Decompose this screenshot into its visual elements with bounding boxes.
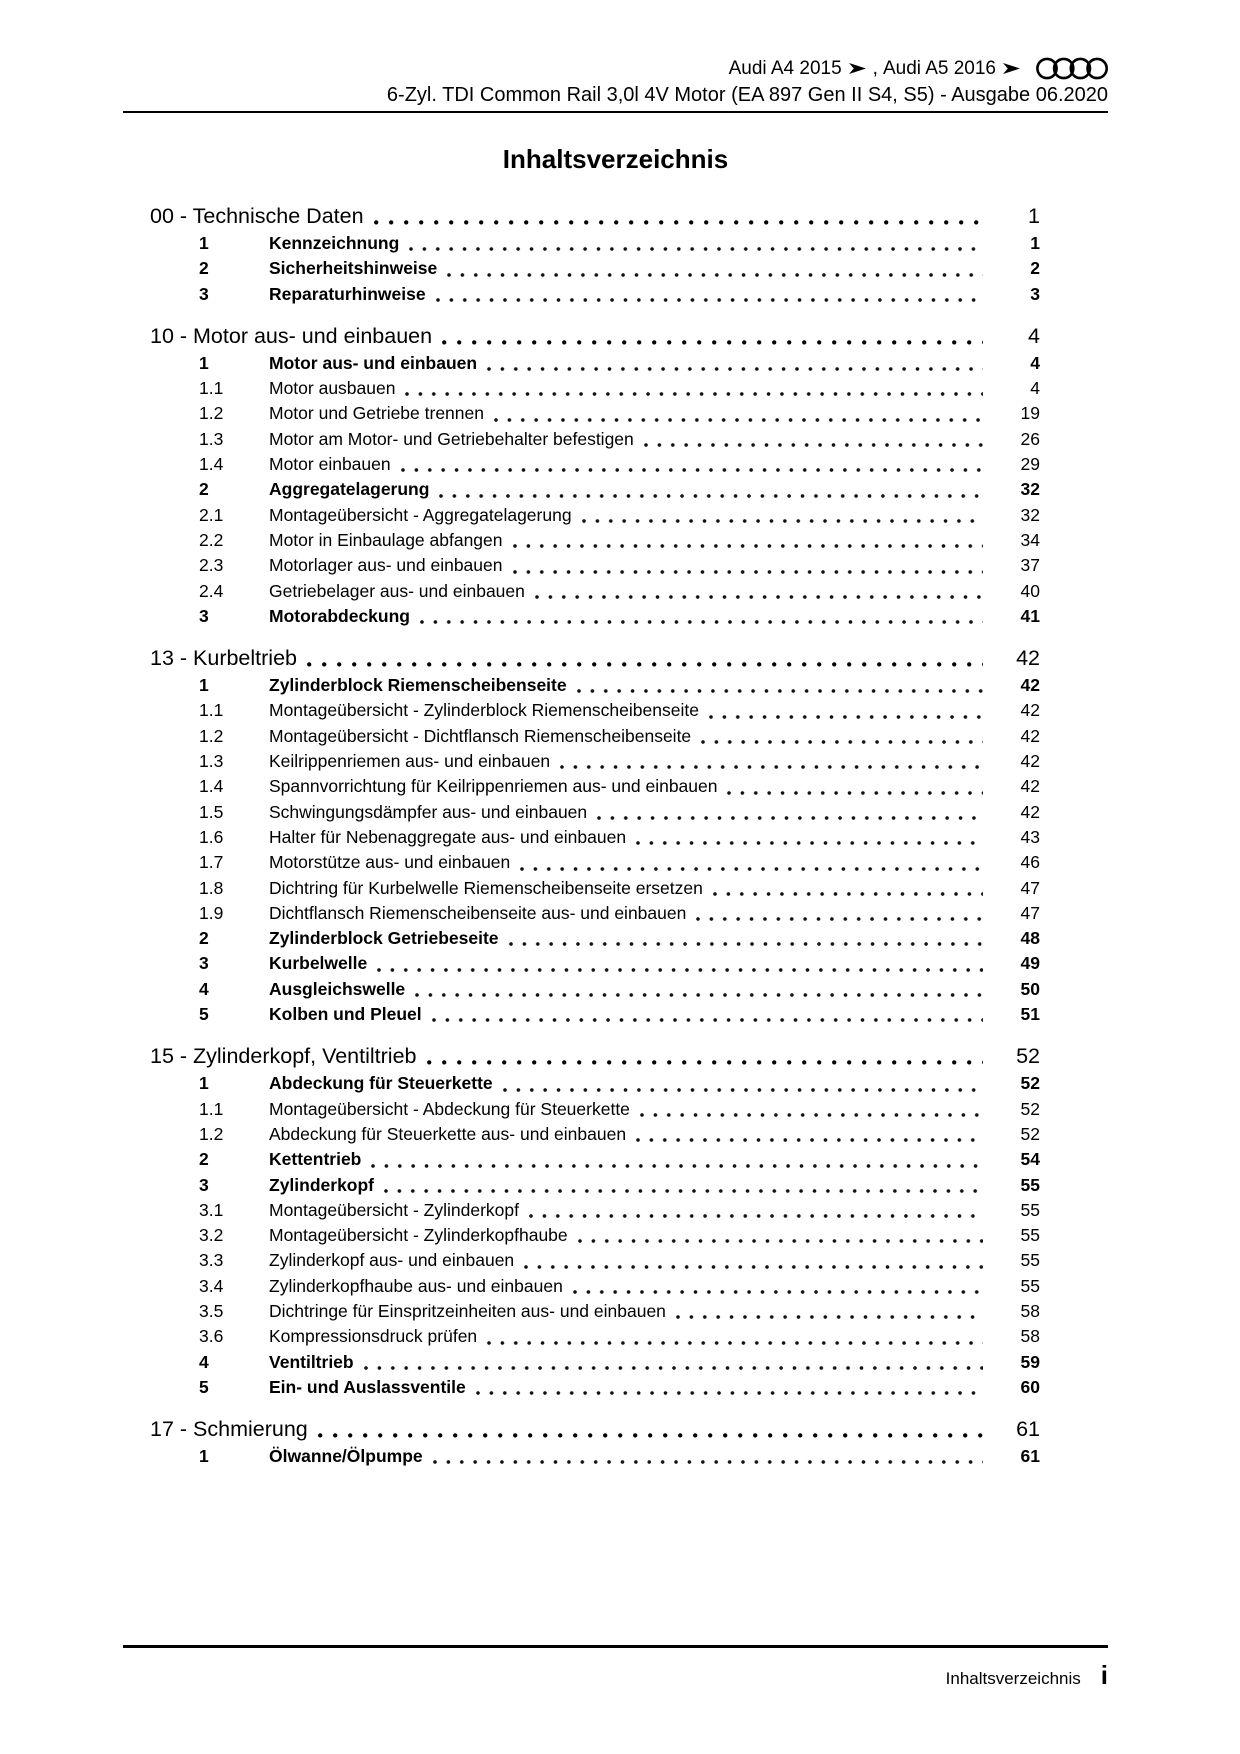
dot-leader [644,442,983,448]
entry-title: Kurbelwelle [269,953,368,974]
entry-number: 2 [199,258,209,279]
entry-title: Zylinderkopf aus- und einbauen [269,1250,515,1271]
toc-entry-row [123,1324,1040,1349]
toc-entry-row [123,231,1040,256]
toc-entry-row [123,1248,1040,1273]
chapter-page-number: 52 [1016,1044,1040,1069]
entry-page-number: 47 [1020,877,1040,898]
entry-number: 5 [199,1376,209,1397]
entry-title: Montageübersicht - Zylinderkopfhaube [269,1225,568,1246]
entry-title: Reparaturhinweise [269,283,426,304]
toc-chapter-row [123,201,1040,231]
entry-title: Getriebelager aus- und einbauen [269,580,525,601]
toc-entry-row [123,1122,1040,1147]
dot-leader [713,891,983,897]
dot-leader [636,1137,983,1143]
entry-number: 1 [199,352,209,373]
entry-title: Montageübersicht - Dichtflansch Riemenscheibenseite [269,725,692,746]
entry-number: 3 [199,1174,209,1195]
dot-leader [509,941,983,947]
entry-number: 4 [199,978,209,999]
toc-chapter-row [123,1414,1040,1444]
entry-title: Motorstütze aus- und einbauen [269,852,511,873]
toc-entry-row [123,503,1040,528]
toc-entry-row [123,673,1040,698]
entry-number: 3.1 [199,1199,224,1220]
entry-number: 2.1 [199,504,224,525]
entry-number: 1.2 [199,725,224,746]
dot-leader [447,272,983,278]
toc-entry-row [123,1173,1040,1198]
toc-entry-row [123,850,1040,875]
entry-title: Motor in Einbaulage abfangen [269,529,503,550]
toc-list [123,201,1108,1469]
entry-page-number: 3 [1030,283,1040,304]
entry-number: 2 [199,928,209,949]
toc-entry-row [123,698,1040,723]
toc-entry-row [123,1299,1040,1324]
dot-leader [577,688,983,694]
dot-leader [427,1059,984,1066]
toc-chapter-row [123,1041,1040,1071]
dot-leader [374,219,983,226]
entry-number: 1.2 [199,1123,224,1144]
entry-title: Abdeckung für Steuerkette [269,1073,493,1094]
entry-title: Halter für Nebenaggregate aus- und einbauen [269,826,627,847]
toc-chapter-row [123,321,1040,351]
toc-entry-row [123,351,1040,376]
entry-page-number: 49 [1020,953,1040,974]
entry-number: 1 [199,1073,209,1094]
entry-title: Montageübersicht - Zylinderkopf [269,1199,519,1220]
model-name-a4: Audi A4 2015 [728,57,842,79]
dot-leader [582,518,983,524]
entry-number: 3.5 [199,1300,224,1321]
toc-entry-row [123,528,1040,553]
entry-page-number: 32 [1020,479,1040,500]
entry-page-number: 47 [1020,902,1040,923]
entry-title: Motor und Getriebe trennen [269,403,484,424]
entry-number: 2 [199,479,209,500]
chapter-page-number: 1 [1028,204,1040,228]
entry-number: 3.4 [199,1275,224,1296]
dot-leader [318,1432,983,1439]
entry-title: Dichtring für Kurbelwelle Riemenscheibenseite ersetzen [269,877,703,898]
entry-number: 1.2 [199,403,224,424]
entry-title: Dichtflansch Riemenscheibenseite aus- und einbauen [269,902,687,923]
toc-entry-row [123,256,1040,281]
toc-entry-row [123,749,1040,774]
page-header [123,0,1108,113]
dot-leader [573,1289,983,1295]
entry-title: Zylinderkopf [269,1174,375,1195]
toc-entry-row [123,1223,1040,1248]
dot-leader [520,866,983,872]
dot-leader [503,1087,983,1093]
toc-entry-row [123,376,1040,401]
toc-entry-row [123,1375,1040,1400]
dot-leader [578,1238,983,1244]
entry-number: 3.6 [199,1326,224,1347]
dot-leader [640,1112,983,1118]
entry-page-number: 42 [1020,700,1040,721]
dot-leader [371,1163,983,1169]
entry-title: Ein- und Auslassventile [269,1376,466,1397]
entry-number: 1.4 [199,454,224,475]
entry-page-number: 19 [1020,403,1040,424]
entry-title: Motor am Motor- und Getriebehalter befestigen [269,428,634,449]
entry-title: Kettentrieb [269,1149,362,1170]
dot-leader [409,246,983,252]
entry-page-number: 42 [1020,725,1040,746]
entry-number: 1.9 [199,902,224,923]
dot-leader [432,1017,983,1023]
toc-entry-row [123,452,1040,477]
entry-title: Zylinderblock Riemenscheibenseite [269,675,567,696]
toc-entry-row [123,951,1040,976]
dot-leader [364,1365,983,1371]
entry-title: Ventiltrieb [269,1351,354,1372]
entry-page-number: 59 [1020,1351,1040,1372]
dot-leader [436,297,983,303]
entry-number: 1.1 [199,378,224,399]
chapter-page-number: 61 [1016,1417,1040,1442]
entry-page-number: 48 [1020,928,1040,949]
toc-entry-row [123,901,1040,926]
toc-entry-row [123,876,1040,901]
entry-page-number: 61 [1020,1446,1040,1467]
dot-leader [405,391,983,397]
toc-entry-row [123,1097,1040,1122]
entry-number: 5 [199,1004,209,1025]
dot-leader [513,543,983,549]
dot-leader [535,594,983,600]
entry-title: Dichtringe für Einspritzeinheiten aus- und einbauen [269,1300,666,1321]
entry-number: 1 [199,233,209,253]
dot-leader [597,815,983,821]
header-models-line [123,56,1108,81]
entry-title: Sicherheitshinweise [269,258,438,279]
entry-title: Motorlager aus- und einbauen [269,555,503,576]
entry-title: Montageübersicht - Aggregatelagerung [269,504,572,525]
entry-page-number: 41 [1020,605,1040,626]
header-divider [123,111,1108,113]
entry-title: Kompressionsdruck prüfen [269,1326,478,1347]
entry-number: 1.3 [199,751,224,772]
footer-page-number: i [1100,1660,1108,1690]
dot-leader [636,840,983,846]
toc-entry-row [123,401,1040,426]
entry-number: 1.8 [199,877,224,898]
entry-number: 3.2 [199,1225,224,1246]
page-title: Inhaltsverzeichnis [502,144,729,174]
model-name-a5: Audi A5 2016 [882,57,996,79]
entry-title: Motorabdeckung [269,605,410,626]
entry-number: 2.4 [199,580,224,601]
dot-leader [727,790,983,796]
entry-page-number: 60 [1020,1376,1040,1397]
entry-page-number: 55 [1020,1225,1040,1246]
entry-title: Zylinderblock Getriebeseite [269,928,499,949]
entry-number: 1.6 [199,826,224,847]
entry-page-number: 29 [1020,454,1040,475]
dot-leader [513,569,984,575]
entry-title: Aggregatelagerung [269,479,430,500]
entry-title: Kennzeichnung [269,233,400,253]
entry-page-number: 42 [1020,776,1040,797]
entry-page-number: 32 [1020,504,1040,525]
entry-page-number: 55 [1020,1275,1040,1296]
audi-rings-logo [1036,56,1108,81]
entry-number: 1.1 [199,1098,224,1119]
entry-title: Ölwanne/Ölpumpe [269,1446,423,1467]
dot-leader [676,1314,983,1320]
entry-page-number: 26 [1020,428,1040,449]
entry-number: 4 [199,1351,209,1372]
entry-page-number: 4 [1030,352,1040,373]
entry-title: Spannvorrichtung für Keilrippenriemen aus- und einbauen [269,776,718,797]
entry-number: 1.3 [199,428,224,449]
entry-page-number: 34 [1020,529,1040,550]
entry-number: 3.3 [199,1250,224,1271]
entry-page-number: 54 [1020,1149,1040,1170]
dot-leader [494,417,983,423]
dot-leader [439,493,983,499]
entry-number: 1.1 [199,700,224,721]
entry-number: 1.4 [199,776,224,797]
chapter-title: 15 - Zylinderkopf, Ventiltrieb [150,1044,417,1069]
entry-number: 2 [199,1149,209,1170]
entry-title: Motor einbauen [269,454,391,475]
toc-entry-row [123,1147,1040,1172]
toc-entry-row [123,800,1040,825]
toc-entry-row [123,1274,1040,1299]
dot-leader [529,1213,983,1219]
entry-page-number: 52 [1020,1123,1040,1144]
dot-leader [377,967,983,973]
entry-number: 2.2 [199,529,224,550]
entry-page-number: 50 [1020,978,1040,999]
entry-number: 3 [199,605,209,626]
entry-page-number: 40 [1020,580,1040,601]
chapter-page-number: 42 [1016,646,1040,671]
entry-page-number: 1 [1030,233,1040,253]
entry-title: Motor ausbauen [269,378,396,399]
entry-page-number: 2 [1030,258,1040,279]
entry-page-number: 58 [1020,1326,1040,1347]
entry-page-number: 46 [1020,852,1040,873]
entry-title: Ausgleichswelle [269,978,406,999]
entry-title: Kolben und Pleuel [269,1004,422,1025]
chapter-title: 10 - Motor aus- und einbauen [150,323,433,348]
entry-title: Keilrippenriemen aus- und einbauen [269,751,551,772]
toc-entry-row [123,1444,1040,1469]
entry-page-number: 52 [1020,1098,1040,1119]
dot-leader [384,1188,983,1194]
entry-number: 2.3 [199,555,224,576]
toc-chapter-row [123,643,1040,673]
toc-entry-row [123,1198,1040,1223]
entry-page-number: 42 [1020,751,1040,772]
dot-leader [701,739,983,745]
entry-page-number: 52 [1020,1073,1040,1094]
footer-section-label: Inhaltsverzeichnis [945,1669,1081,1688]
dot-leader [433,1459,983,1465]
arrow-right-icon [1003,63,1020,74]
dot-leader [487,366,983,372]
dot-leader [696,916,983,922]
dot-leader [307,661,983,668]
chapter-title: 17 - Schmierung [150,1417,308,1442]
entry-page-number: 51 [1020,1004,1040,1025]
toc-entry-row [123,1002,1040,1027]
entry-title: Montageübersicht - Zylinderblock Riemenscheibenseite [269,700,699,721]
entry-number: 3 [199,283,209,304]
entry-number: 1.5 [199,801,224,822]
dot-leader [560,764,983,770]
footer-divider [123,1645,1108,1648]
toc-entry-row [123,724,1040,749]
entry-page-number: 43 [1020,826,1040,847]
toc-entry-row [123,604,1040,629]
toc-entry-row [123,553,1040,578]
entry-title: Schwingungsdämpfer aus- und einbauen [269,801,588,822]
entry-page-number: 42 [1020,675,1040,696]
dot-leader [415,992,983,998]
entry-number: 1 [199,1446,209,1467]
toc-entry-row [123,282,1040,307]
entry-page-number: 55 [1020,1199,1040,1220]
dot-leader [442,339,983,346]
entry-title: Abdeckung für Steuerkette aus- und einbauen [269,1123,627,1144]
page-footer [123,1645,1108,1689]
entry-page-number: 42 [1020,801,1040,822]
entry-number: 3 [199,953,209,974]
entry-page-number: 55 [1020,1174,1040,1195]
entry-number: 1.7 [199,852,224,873]
entry-page-number: 37 [1020,555,1040,576]
toc-entry-row [123,825,1040,850]
toc-entry-row [123,477,1040,502]
toc-entry-row [123,579,1040,604]
dot-leader [476,1390,983,1396]
entry-title: Montageübersicht - Abdeckung für Steuerkette [269,1098,630,1119]
entry-title: Zylinderkopfhaube aus- und einbauen [269,1275,563,1296]
arrow-right-icon [849,63,866,74]
dot-leader [709,714,983,720]
chapter-title: 13 - Kurbeltrieb [150,646,297,671]
toc-entry-row [123,1071,1040,1096]
entry-page-number: 58 [1020,1300,1040,1321]
dot-leader [524,1264,983,1270]
toc-entry-row [123,926,1040,951]
dot-leader [420,619,983,625]
entry-page-number: 4 [1030,378,1040,399]
entry-number: 1 [199,675,209,696]
chapter-title: 00 - Technische Daten [150,204,364,228]
toc-entry-row [123,774,1040,799]
toc-entry-row [123,1350,1040,1375]
models-separator: , [872,57,878,79]
toc-entry-row [123,977,1040,1002]
chapter-page-number: 4 [1028,323,1040,348]
header-subtitle: 6-Zyl. TDI Common Rail 3,0l 4V Motor (EA 897 Gen II S4, S5) - Ausgabe 06.2020 [386,84,1108,106]
entry-title: Motor aus- und einbauen [269,352,478,373]
dot-leader [401,467,983,473]
dot-leader [487,1340,983,1346]
entry-page-number: 55 [1020,1250,1040,1271]
toc-entry-row [123,427,1040,452]
